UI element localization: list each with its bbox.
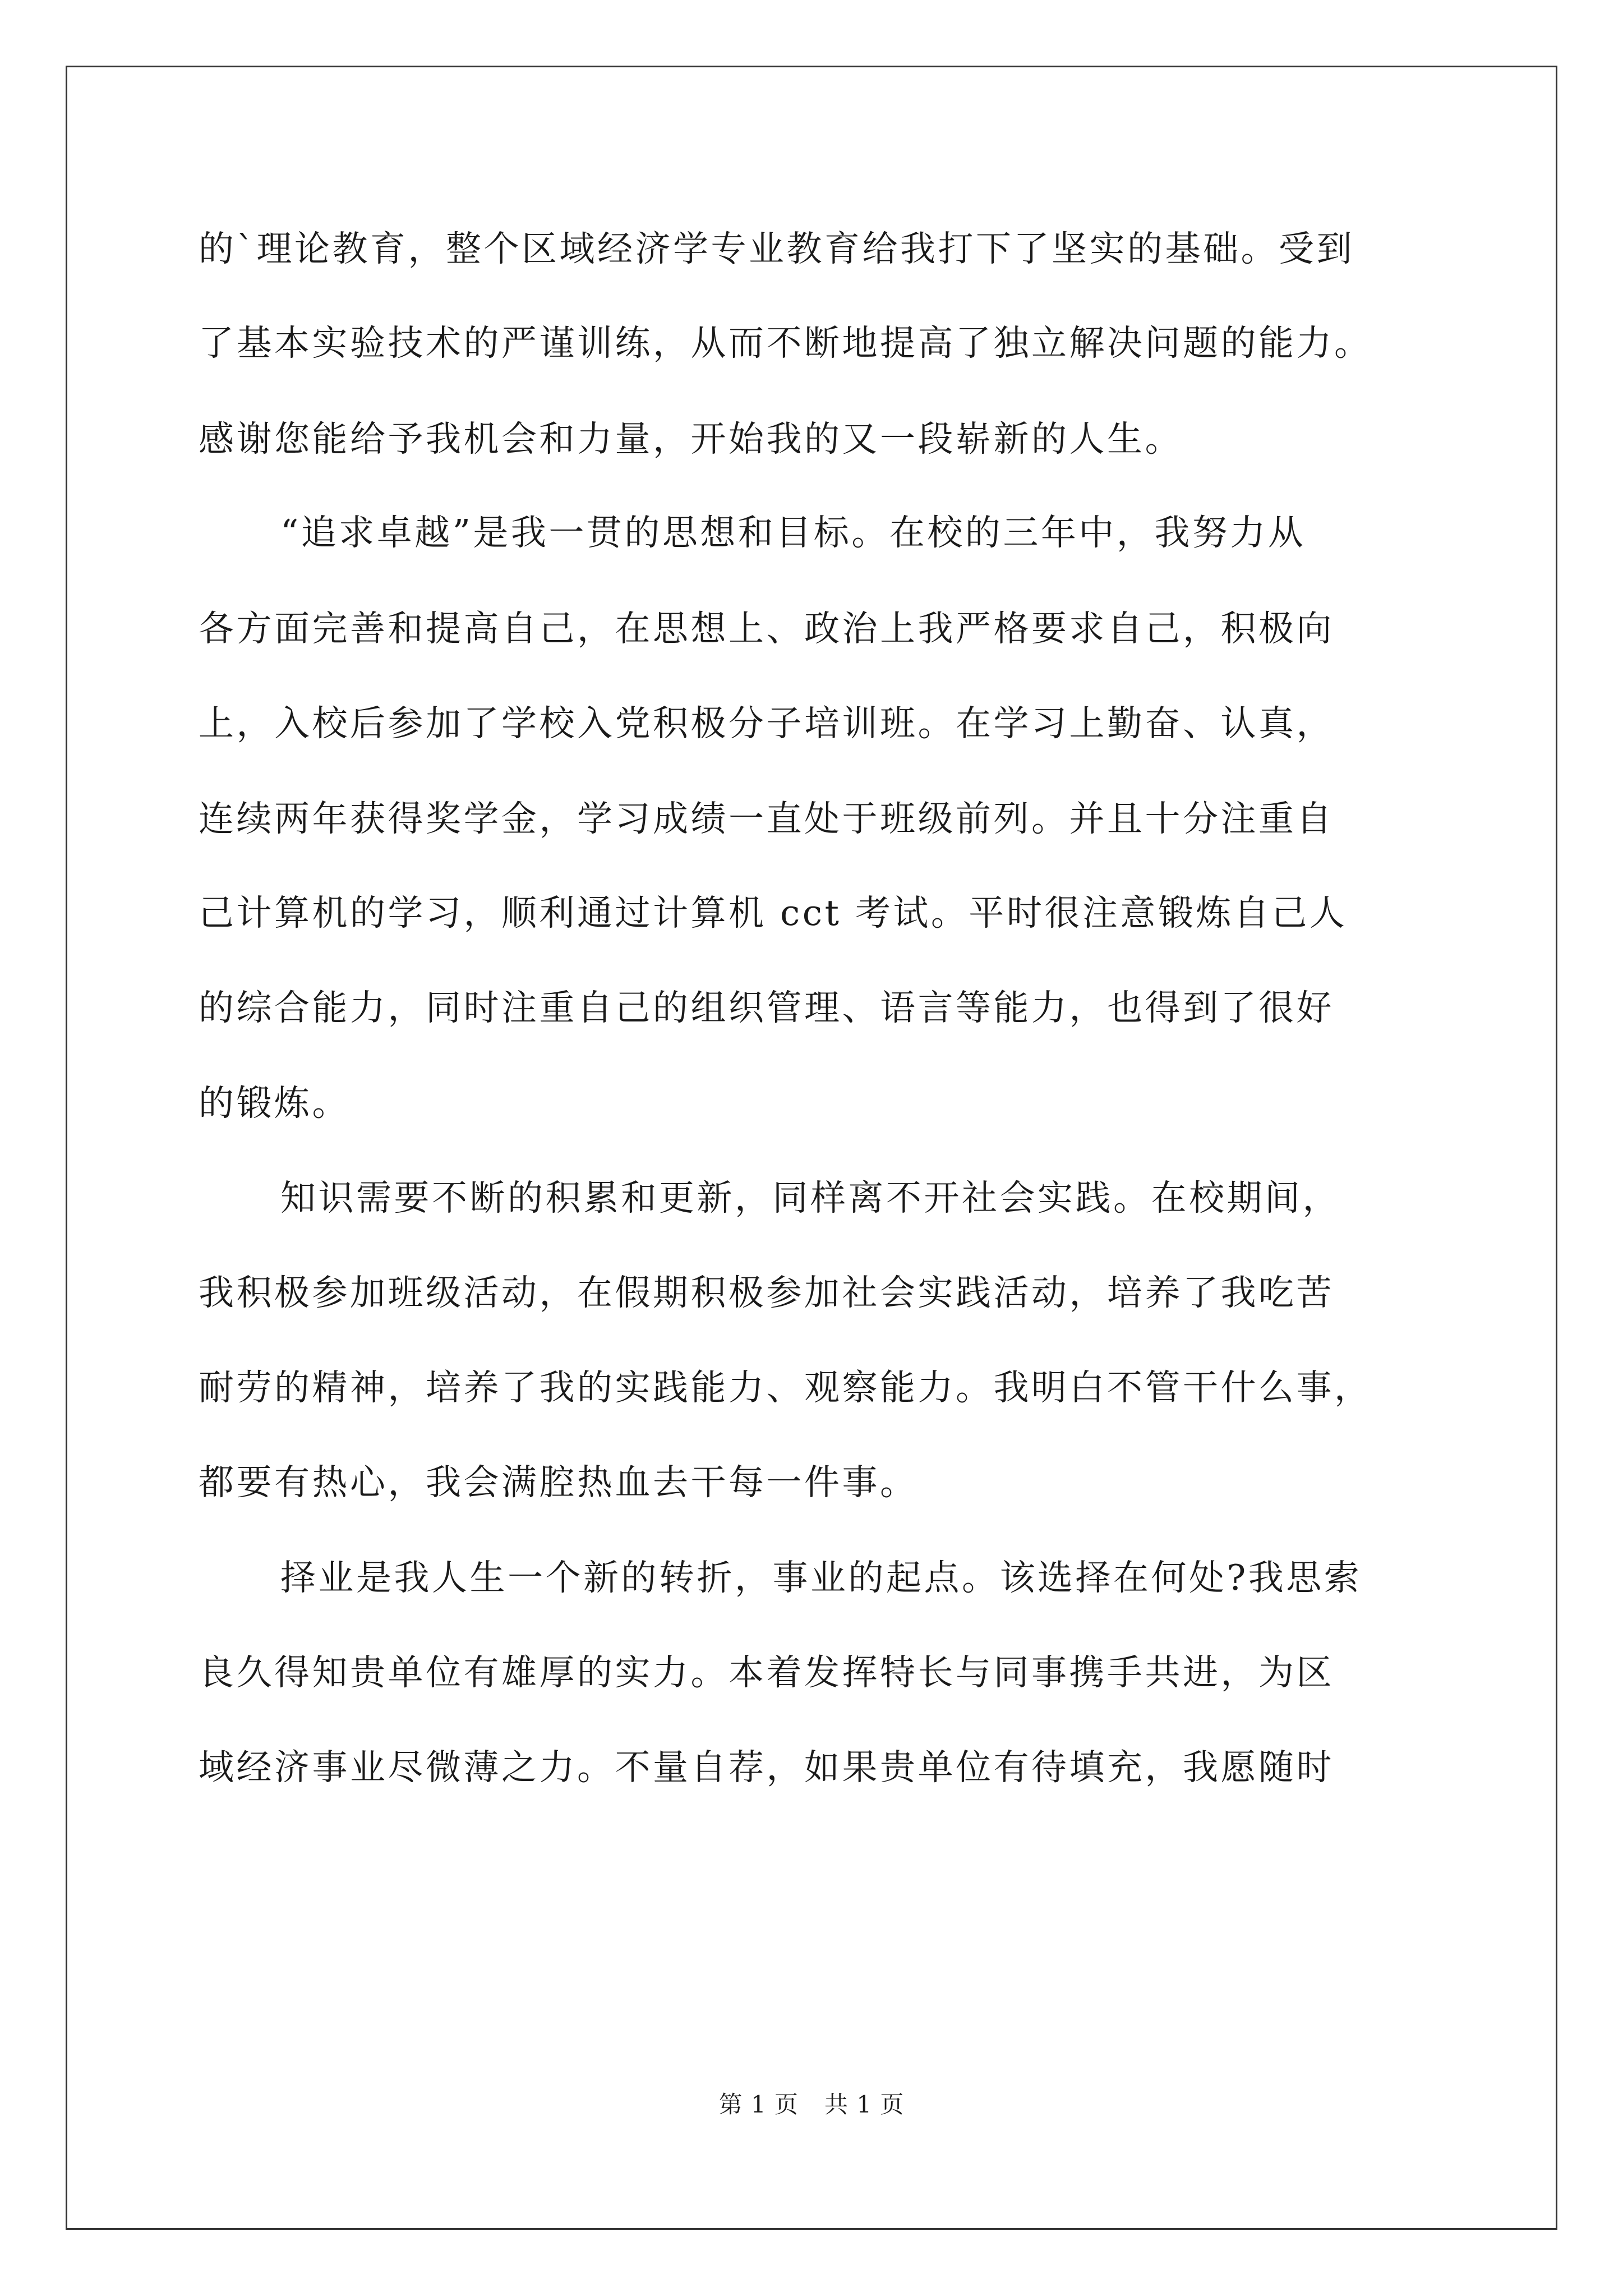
page-footer (0, 2091, 1623, 2119)
paragraph-line: 耐劳的精神，培养了我的实践能力、观察能力。我明白不管干什么事， (199, 1367, 1372, 1408)
page-border (66, 66, 1557, 2230)
paragraph-line: 的综合能力，同时注重自己的组织管理、语言等能力，也得到了很好 (199, 987, 1334, 1028)
paragraph-line: 各方面完善和提高自己，在思想上、政治上我严格要求自己，积极向 (199, 608, 1334, 649)
paragraph-line: “追求卓越”是我一贯的思想和目标。在校的三年中，我努力从 (280, 512, 1306, 553)
paragraph-line: 感谢您能给予我机会和力量，开始我的又一段崭新的人生。 (199, 418, 1183, 459)
paragraph-line: 我积极参加班级活动，在假期积极参加社会实践活动，培养了我吃苦 (199, 1272, 1334, 1313)
paragraph-line: 的锻炼。 (199, 1083, 350, 1124)
paragraph-line: 域经济事业尽微薄之力。不量自荐，如果贵单位有待填充，我愿随时 (199, 1747, 1334, 1788)
paragraph-line: 上，入校后参加了学校入党积极分子培训班。在学习上勤奋、认真， (199, 703, 1334, 744)
paragraph-line: 连续两年获得奖学金，学习成绩一直处于班级前列。并且十分注重自 (199, 798, 1334, 839)
paragraph-line: 良久得知贵单位有雄厚的实力。本着发挥特长与同事携手共进，为区 (199, 1652, 1334, 1693)
paragraph-line: 的`理论教育，整个区域经济学专业教育给我打下了坚实的基础。受到 (199, 228, 1354, 269)
paragraph-line: 知识需要不断的积累和更新，同样离不开社会实践。在校期间， (280, 1177, 1340, 1218)
paragraph-line: 了基本实验技术的严谨训练，从而不断地提高了独立解决问题的能力。 (199, 323, 1372, 364)
paragraph-line: 择业是我人生一个新的转折，事业的起点。该选择在何处?我思索 (280, 1557, 1362, 1598)
page-number: 第 1 页 (718, 2091, 799, 2118)
paragraph-line: 己计算机的学习，顺利通过计算机 cct 考试。平时很注意锻炼自己人 (199, 892, 1348, 933)
paragraph-line: 都要有热心，我会满腔热血去干每一件事。 (199, 1462, 918, 1503)
page-total: 共 1 页 (824, 2091, 905, 2118)
